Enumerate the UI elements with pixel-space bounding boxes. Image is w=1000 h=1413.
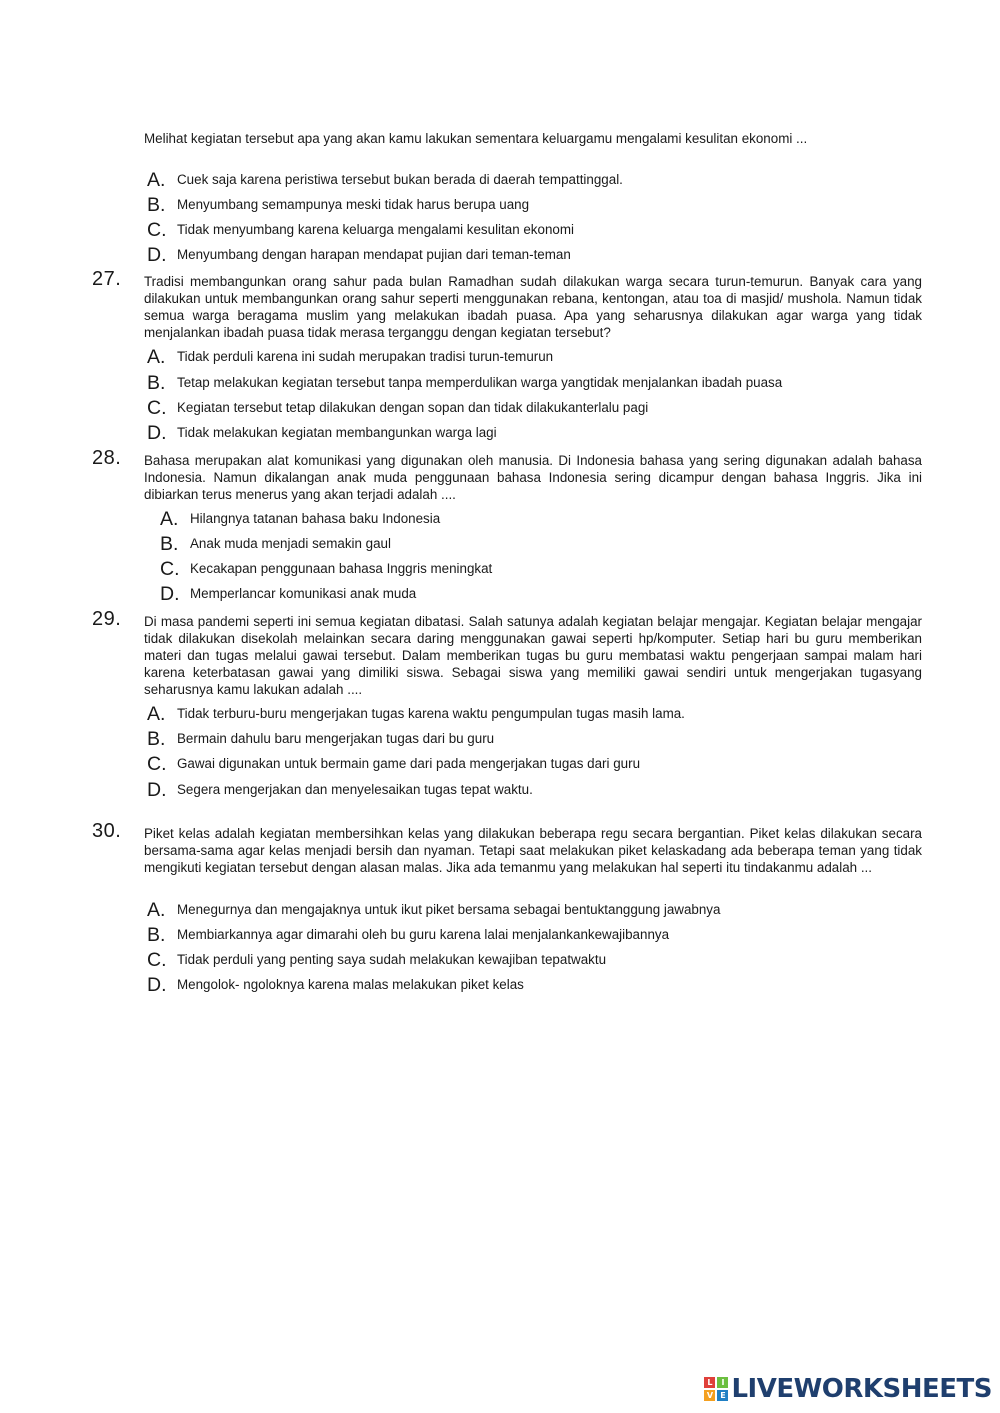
logo-block-l: L [704,1377,715,1388]
option-letter: B. [147,372,166,394]
option-letter: D. [147,422,167,444]
option-text: Tidak perduli yang penting saya sudah melakukan kewajiban tepatwaktu [177,952,607,967]
option-letter: A. [160,508,179,530]
q26-option-a[interactable] [147,168,623,192]
q27-option-b[interactable] [147,371,782,395]
option-letter: C. [147,219,167,241]
logo-block-i: I [717,1377,728,1388]
q27-option-c[interactable] [147,396,648,420]
option-text: Kegiatan tersebut tetap dilakukan dengan sopan dan tidak dilakukanterlalu pagi [177,400,649,415]
option-letter: B. [147,924,166,946]
option-letter: A. [147,169,166,191]
logo-mark-icon [704,1377,728,1401]
option-letter: D. [147,974,167,996]
q27-stem: Tradisi membangunkan orang sahur pada bulan Ramadhan sudah dilakukan warga secara turun-temurun. Banyak cara yang dilakukan untuk membangunkan orang sahur seperti menggunakan rebana, kentongan, atau toa di masjid/ mushola. Namun tidak semua warga beragama muslim yang melakukan ibadah puasa. Apa yang seharusnya dilakukan agar warga yang tidak menjalankan ibadah puasa tidak merasa terganggu dengan kegiatan tersebut? [144,274,922,340]
option-letter: C. [147,397,167,419]
q27-option-a[interactable] [147,345,553,369]
q28-number: 28. [92,447,122,469]
q29-stem: Di masa pandemi seperti ini semua kegiatan dibatasi. Salah satunya adalah kegiatan belajar mengajar. Kegiatan belajar mengajar tidak dilakukan disekolah melainkan secara daring menggunakan gawai seperti hp/komputer. Setiap hari bu guru memberikan materi dan tugas melalui gawai tersebut. Dalam memberikan tugas bu guru membatasi waktu pengerjaan sampai malam hari karena keterbatasan gawai yang dimiliki siswa. Sebagai siswa yang memiliki gawai sendiri untuk mengerjakan tugasyang seharusnya kamu lakukan adalah .... [144,614,922,697]
option-text: Cuek saja karena peristiwa tersebut bukan berada di daerah tempattinggal. [177,172,623,187]
option-text: Tidak terburu-buru mengerjakan tugas karena waktu pengumpulan tugas masih lama. [177,706,685,721]
q28-option-d[interactable] [160,582,416,606]
option-text: Gawai digunakan untuk bermain game dari pada mengerjakan tugas dari guru [177,756,641,771]
q29-option-c[interactable] [147,752,640,776]
option-text: Mengolok- ngoloknya karena malas melakukan piket kelas [177,977,524,992]
option-letter: B. [160,533,179,555]
q28-option-c[interactable] [160,557,492,581]
q30-stem: Piket kelas adalah kegiatan membersihkan kelas yang dilakukan beberapa regu secara bergantian. Piket kelas dilakukan secara bersama-sama agar kelas menjadi bersih dan nyaman. Tetapi saat melakukan piket kelaskadang ada beberapa teman yang tidak mengikuti kegiatan tersebut dengan alasan malas. Jika ada temanmu yang melakukan hal seperti itu tindakanmu adalah ... [144,826,922,875]
option-text: Tetap melakukan kegiatan tersebut tanpa memperdulikan warga yangtidak menjalankan ibadah puasa [177,375,783,390]
option-text: Tidak melakukan kegiatan membangunkan warga lagi [177,425,497,440]
option-text: Kecakapan penggunaan bahasa Inggris meningkat [190,561,493,576]
q27-number: 27. [92,268,122,290]
option-text: Tidak menyumbang karena keluarga mengalami kesulitan ekonomi [177,222,574,237]
q29-option-a[interactable] [147,702,685,726]
option-letter: A. [147,703,166,725]
q27-option-d[interactable] [147,421,497,445]
option-text: Menyumbang dengan harapan mendapat pujian dari teman-teman [177,247,571,262]
option-text: Menyumbang semampunya meski tidak harus berupa uang [177,197,530,212]
q26-option-d[interactable] [147,243,571,267]
option-text: Tidak perduli karena ini sudah merupakan tradisi turun-temurun [177,349,554,364]
q30-number: 30. [92,820,122,842]
q26-option-c[interactable] [147,218,574,242]
q28-option-b[interactable] [160,532,391,556]
option-text: Memperlancar komunikasi anak muda [190,586,417,601]
option-letter: D. [160,583,180,605]
option-letter: A. [147,346,166,368]
q30-option-c[interactable] [147,948,606,972]
option-text: Hilangnya tatanan bahasa baku Indonesia [190,511,441,526]
option-letter: C. [147,753,167,775]
option-letter: D. [147,779,167,801]
option-text: Menegurnya dan mengajaknya untuk ikut piket bersama sebagai bentuktanggung jawabnya [177,902,721,917]
logo-block-v: V [704,1390,715,1401]
q28-stem: Bahasa merupakan alat komunikasi yang digunakan oleh manusia. Di Indonesia bahasa yang sering digunakan adalah bahasa Indonesia. Namun dikalangan anak muda penggunaan bahasa Indonesia sering dicampur dengan bahasa Inggris. Jika ini dibiarkan terus menerus yang akan terjadi adalah .... [144,453,922,502]
logo-text: LIVEWORKSHEETS [731,1374,992,1404]
q30-option-d[interactable] [147,973,524,997]
q30-option-a[interactable] [147,898,720,922]
option-letter: B. [147,728,166,750]
option-text: Anak muda menjadi semakin gaul [190,536,391,551]
option-text: Segera mengerjakan dan menyelesaikan tugas tepat waktu. [177,782,533,797]
option-letter: D. [147,244,167,266]
option-letter: A. [147,899,166,921]
option-letter: B. [147,194,166,216]
option-text: Bermain dahulu baru mengerjakan tugas dari bu guru [177,731,495,746]
q30-option-b[interactable] [147,923,669,947]
q29-number: 29. [92,608,122,630]
liveworksheets-logo[interactable] [704,1373,992,1405]
logo-block-e: E [717,1390,728,1401]
option-text: Membiarkannya agar dimarahi oleh bu guru karena lalai menjalankankewajibannya [177,927,670,942]
q26-option-b[interactable] [147,193,529,217]
q29-option-d[interactable] [147,778,533,802]
option-letter: C. [147,949,167,971]
option-letter: C. [160,558,180,580]
q29-option-b[interactable] [147,727,494,751]
q28-option-a[interactable] [160,507,440,531]
q26-stem: Melihat kegiatan tersebut apa yang akan kamu lakukan sementara keluargamu mengalami kesulitan ekonomi ... [144,131,808,146]
